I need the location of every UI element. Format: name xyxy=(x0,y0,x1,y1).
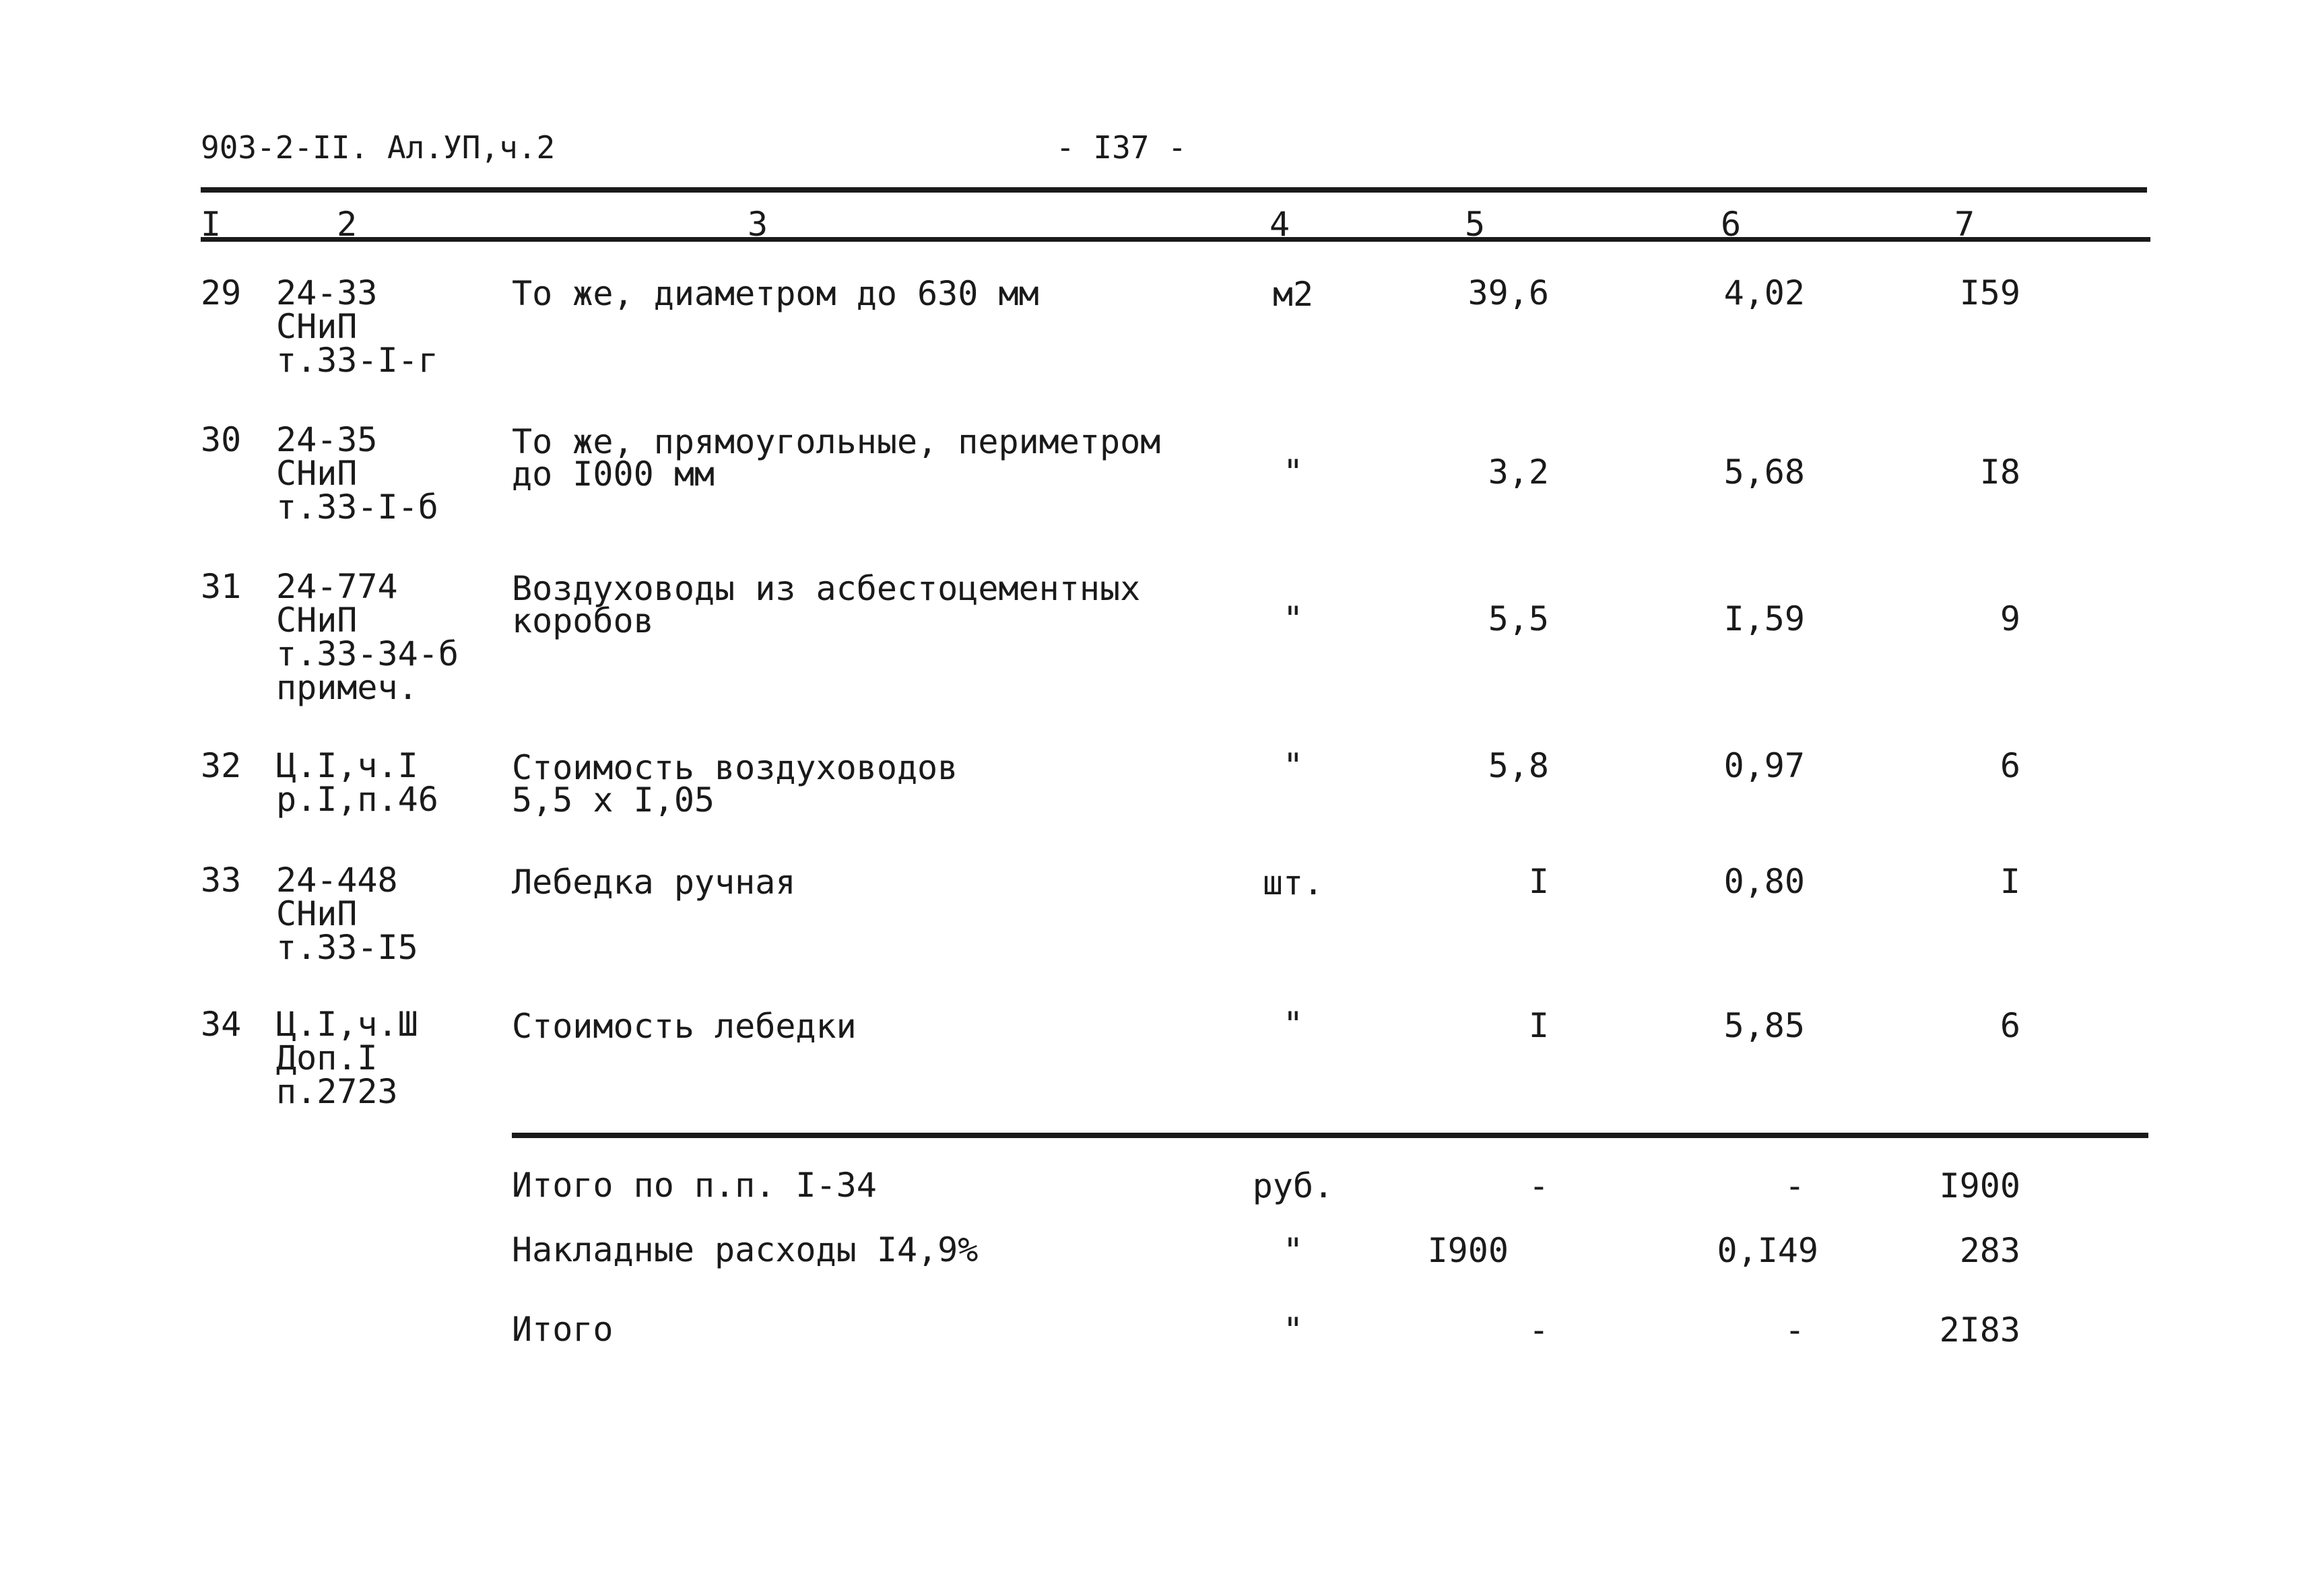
norm-code: 24-35 СНиП т.33-I-б xyxy=(276,420,438,527)
item-description: То же, прямоугольные, периметром до I000 мм xyxy=(512,422,1161,494)
top-rule xyxy=(201,187,2147,193)
column-number-6: 6 xyxy=(1721,205,1742,244)
unit-price: I,59 xyxy=(1723,599,1805,638)
unit: " xyxy=(1282,599,1304,638)
norm-code: Ц.I,ч.Ш Доп.I п.2723 xyxy=(276,1005,418,1111)
norm-code: Ц.I,ч.I р.I,п.46 xyxy=(276,746,438,819)
summary-quantity: I900 xyxy=(1427,1231,1509,1270)
row-number: 34 xyxy=(201,1005,242,1044)
column-number-3: 3 xyxy=(748,205,768,244)
unit-price: 4,02 xyxy=(1723,273,1805,312)
row-number: 30 xyxy=(201,420,242,459)
summary-label: Итого по п.п. I-34 xyxy=(512,1166,877,1205)
total-cost: 9 xyxy=(2000,599,2020,638)
item-description: Воздуховоды из асбестоцементных коробов xyxy=(512,569,1141,640)
quantity: 5,5 xyxy=(1488,599,1549,638)
page-number: - I37 - xyxy=(1056,129,1187,166)
quantity: 5,8 xyxy=(1488,746,1549,785)
summary-total: I900 xyxy=(1939,1166,2020,1205)
summary-label: Итого xyxy=(512,1310,614,1349)
row-number: 32 xyxy=(201,746,242,785)
column-number-2: 2 xyxy=(337,205,358,244)
unit: шт. xyxy=(1262,863,1324,902)
column-header-rule xyxy=(201,237,2150,242)
norm-code: 24-448 СНиП т.33-I5 xyxy=(276,861,418,967)
summary-unit: " xyxy=(1282,1310,1304,1350)
unit-price: 0,80 xyxy=(1723,862,1805,901)
item-description: То же, диаметром до 630 мм xyxy=(512,274,1039,313)
row-number: 31 xyxy=(201,567,242,606)
total-cost: 6 xyxy=(2000,746,2020,785)
unit: м2 xyxy=(1272,275,1314,314)
item-description: Стоимость лебедки xyxy=(512,1007,857,1046)
document-reference: 903-2-II. Ал.УП,ч.2 xyxy=(201,129,556,166)
column-number-4: 4 xyxy=(1269,205,1290,244)
unit-price: 0,97 xyxy=(1723,746,1805,785)
summary-label: Накладные расходы I4,9% xyxy=(512,1230,979,1269)
norm-code: 24-774 СНиП т.33-34-б примеч. xyxy=(276,567,459,707)
item-description: Стоимость воздуховодов 5,5 x I,05 xyxy=(512,748,958,820)
row-number: 29 xyxy=(201,273,242,312)
total-cost: 6 xyxy=(2000,1006,2020,1045)
summary-unit-price: - xyxy=(1784,1166,1805,1205)
summary-unit: " xyxy=(1282,1231,1304,1270)
column-number-1: I xyxy=(201,205,222,244)
column-number-5: 5 xyxy=(1465,205,1486,244)
summary-quantity: - xyxy=(1528,1166,1549,1205)
total-cost: I59 xyxy=(1959,273,2020,312)
unit: " xyxy=(1282,453,1304,492)
summary-total: 283 xyxy=(1959,1231,2020,1270)
total-cost: I xyxy=(2000,862,2020,901)
unit-price: 5,68 xyxy=(1723,453,1805,492)
quantity: 3,2 xyxy=(1488,453,1549,492)
item-description: Лебедка ручная xyxy=(512,863,796,902)
norm-code: 24-33 СНиП т.33-I-г xyxy=(276,273,438,380)
row-number: 33 xyxy=(201,861,242,900)
unit: " xyxy=(1282,746,1304,785)
quantity: I xyxy=(1528,862,1549,901)
summary-unit-price: - xyxy=(1784,1310,1805,1350)
column-number-7: 7 xyxy=(1954,205,1975,244)
total-cost: I8 xyxy=(1979,453,2020,492)
quantity: 39,6 xyxy=(1467,273,1549,312)
quantity: I xyxy=(1528,1006,1549,1045)
summary-quantity: - xyxy=(1528,1310,1549,1350)
unit-price: 5,85 xyxy=(1723,1006,1805,1045)
unit: " xyxy=(1282,1005,1304,1044)
summary-unit-price: 0,I49 xyxy=(1717,1231,1818,1270)
summary-unit: руб. xyxy=(1252,1166,1334,1205)
summary-rule xyxy=(512,1133,2148,1138)
summary-total: 2I83 xyxy=(1939,1310,2020,1350)
